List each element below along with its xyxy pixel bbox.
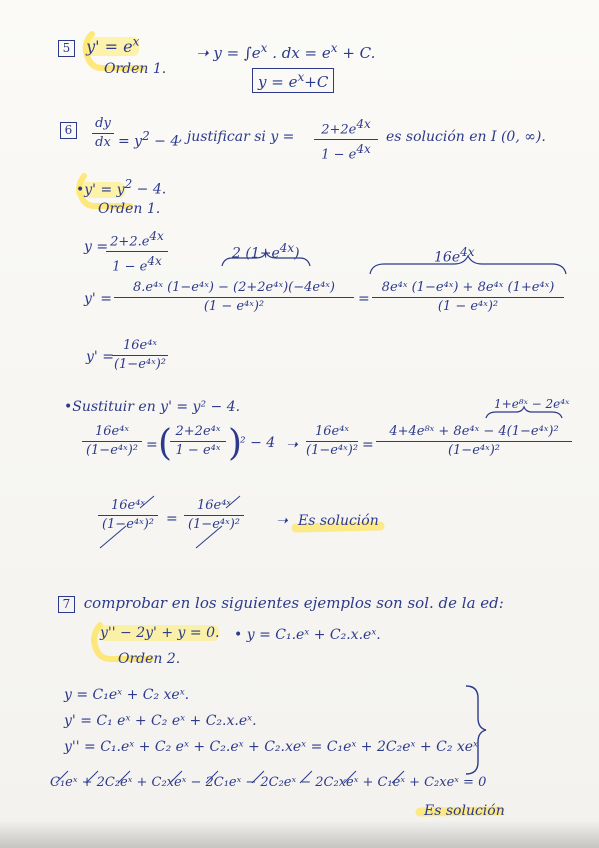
deriv-line-1: y = C₁eˣ + C₂ xeˣ. [64,687,190,703]
den-text: 1 − e [112,259,148,275]
frac-den: (1−e⁴ˣ)² [306,443,359,458]
result-p6: Es solución [298,513,379,529]
frac-bar [170,441,226,442]
frac-den: (1−e⁴ˣ)² [85,443,139,458]
frac-bar [114,297,354,298]
problem-number-6-wrap [60,122,77,139]
frac-num [106,228,168,250]
frac-num: 16e⁴ˣ [196,498,232,513]
answer-text: y = e [258,73,298,91]
frac-den: dx [95,135,111,150]
bullet-text: •y' = y [76,181,125,198]
frac-bar [92,133,114,134]
solution-p5 [196,42,375,61]
order-p5: Orden 1. [104,61,167,77]
bullet-substitute: •Sustituir en y' = y² − 4. [64,399,241,415]
ode-text: y' = e [86,37,133,57]
candidate-p7: • y = C₁.eˣ + C₂.x.eˣ. [234,627,381,643]
bullet-ode-p6 [76,178,166,197]
ode-p5 [86,37,139,56]
frac-den: 1 − e⁴ˣ [175,443,221,458]
page-edge-shadow [0,820,599,848]
bullet-end: − 4. [132,181,167,198]
equals: = [362,437,374,453]
integral-end: + C. [337,44,376,62]
right-paren: ) [228,423,243,464]
frac-num: 8e⁴ˣ (1−e⁴ˣ) + 8e⁴ˣ (1+e⁴ˣ) [381,280,555,295]
sup: 4x [460,245,475,259]
brace-label-1 [232,242,300,261]
problem-number-5: 5 [58,40,75,57]
frac-bar [112,355,168,356]
frac-den [106,253,168,275]
arrow-icon: ➝ [276,513,288,529]
dy-dx-frac [92,116,114,151]
equals: = [166,511,178,527]
subst-right-frac [376,424,572,459]
frac-num: 4+4e⁸ˣ + 8e⁴ˣ − 4(1−e⁴ˣ)² [389,424,559,439]
frac-bar [184,515,244,516]
num-text: 2+2e [321,122,357,138]
substitution-line: C₁eˣ + 2C₂eˣ + C₂xeˣ − 2C₁eˣ − 2C₂eˣ − 2C₂xeˣ + C₁eˣ + C₂xeˣ = 0 [50,775,487,790]
equals: = [358,291,370,307]
ode-rhs-p6 [118,130,179,149]
y-prime-frac-2 [372,280,564,315]
sup: 4x [149,229,164,243]
integral-text: y = ∫e [213,44,261,62]
frac-num: 16e⁴ˣ [110,498,146,513]
frac-den: (1−e⁴ˣ)² [101,517,155,532]
order-p7: Orden 2. [118,651,181,667]
deriv-line-2: y' = C₁ eˣ + C₂ eˣ + C₂.x.eˣ. [64,713,257,729]
interval-text: es solución en I (0, ∞). [386,129,546,145]
rhs: = y [118,133,143,150]
arrow-icon: ➝ [196,44,209,62]
sup: 2 [142,129,150,143]
sup: x [297,70,305,84]
sup: x [330,41,338,55]
subst-lhs-frac [82,424,142,459]
frac-bar [376,441,572,442]
minus-four: ² − 4 [240,435,276,451]
problem-7-title: comprobar en los siguientes ejemplos son sol. de la ed: [83,594,504,612]
order-p6: Orden 1. [98,201,161,217]
answer-end: +C [304,73,329,91]
label-end: ) [294,245,300,262]
label-text: 16e [434,249,461,266]
sup: 4x [356,117,371,131]
frac-den: (1−e⁴ˣ)² [187,517,241,532]
frac-bar [314,139,378,140]
y-prime-frac [114,280,354,315]
ode-sup: x [132,35,140,49]
sup: 2 [124,177,133,191]
candidate-frac [314,116,378,164]
equals: = [146,437,158,453]
ode-text: y'' − 2y' + y = 0. [100,625,220,641]
brace-label-3: 1+e⁸ˣ − 2e⁴ˣ [494,397,570,411]
subst-paren-frac [170,424,226,459]
sup: 4x [356,142,371,157]
problem-7-title-line [58,596,504,613]
sup: 4x [279,241,295,255]
frac-den: (1 − e⁴ˣ)² [203,299,265,314]
frac-num: dy [95,116,111,131]
system-brace [466,686,486,774]
y-def-frac [106,228,168,276]
frac-num: 16e⁴ˣ [122,338,158,353]
boxed-answer-p5 [252,68,334,93]
justify-text: , justificar si y = [178,129,295,145]
sup: x [260,41,268,55]
frac-den: (1 − e⁴ˣ)² [437,299,499,314]
frac-num [314,116,378,138]
left-paren: ( [158,423,173,464]
rhs-end: − 4 [149,133,180,150]
y-prime-lhs: y' = [84,291,112,307]
y-prime-simplified-frac [112,338,168,373]
frac-bar [106,251,168,252]
final-rhs-frac [184,498,244,533]
final-lhs-frac [98,498,158,533]
frac-den: (1−e⁴ˣ)² [113,357,167,372]
result-p7: Es solución [424,803,505,819]
frac-den [314,141,378,163]
sup: 4x [147,254,162,269]
ode-p7 [100,626,219,640]
integral-mid: . dx = e [267,44,331,62]
frac-bar [306,441,358,442]
frac-num: 16e⁴ˣ [94,424,130,439]
den-text: 1 − e [321,147,357,163]
problem-number-7: 7 [58,596,75,613]
problem-number-6: 6 [60,122,77,139]
frac-bar [82,441,142,442]
y-def-lhs: y = [84,239,109,255]
frac-bar [372,297,564,298]
problem-5-line [58,36,139,57]
frac-num: 8.e⁴ˣ (1−e⁴ˣ) − (2+2e⁴ˣ)(−4e⁴ˣ) [133,280,335,295]
y-prime-simplified-lhs: y' = [86,349,114,365]
frac-num: 16e⁴ˣ [314,424,350,439]
num-text: 2+2.e [110,234,150,250]
arrow-icon: ➝ [286,437,298,453]
deriv-line-3: y'' = C₁.eˣ + C₂ eˣ + C₂.eˣ + C₂.xeˣ = C₁eˣ + 2C₂eˣ + C₂ xeˣ [64,739,479,755]
subst-mid-frac [306,424,358,459]
label-text: 2 (1+e [232,245,280,262]
frac-den: (1−e⁴ˣ)² [447,443,501,458]
brace-label-2 [434,246,475,265]
frac-bar [98,515,158,516]
frac-num: 2+2e⁴ˣ [175,424,221,439]
